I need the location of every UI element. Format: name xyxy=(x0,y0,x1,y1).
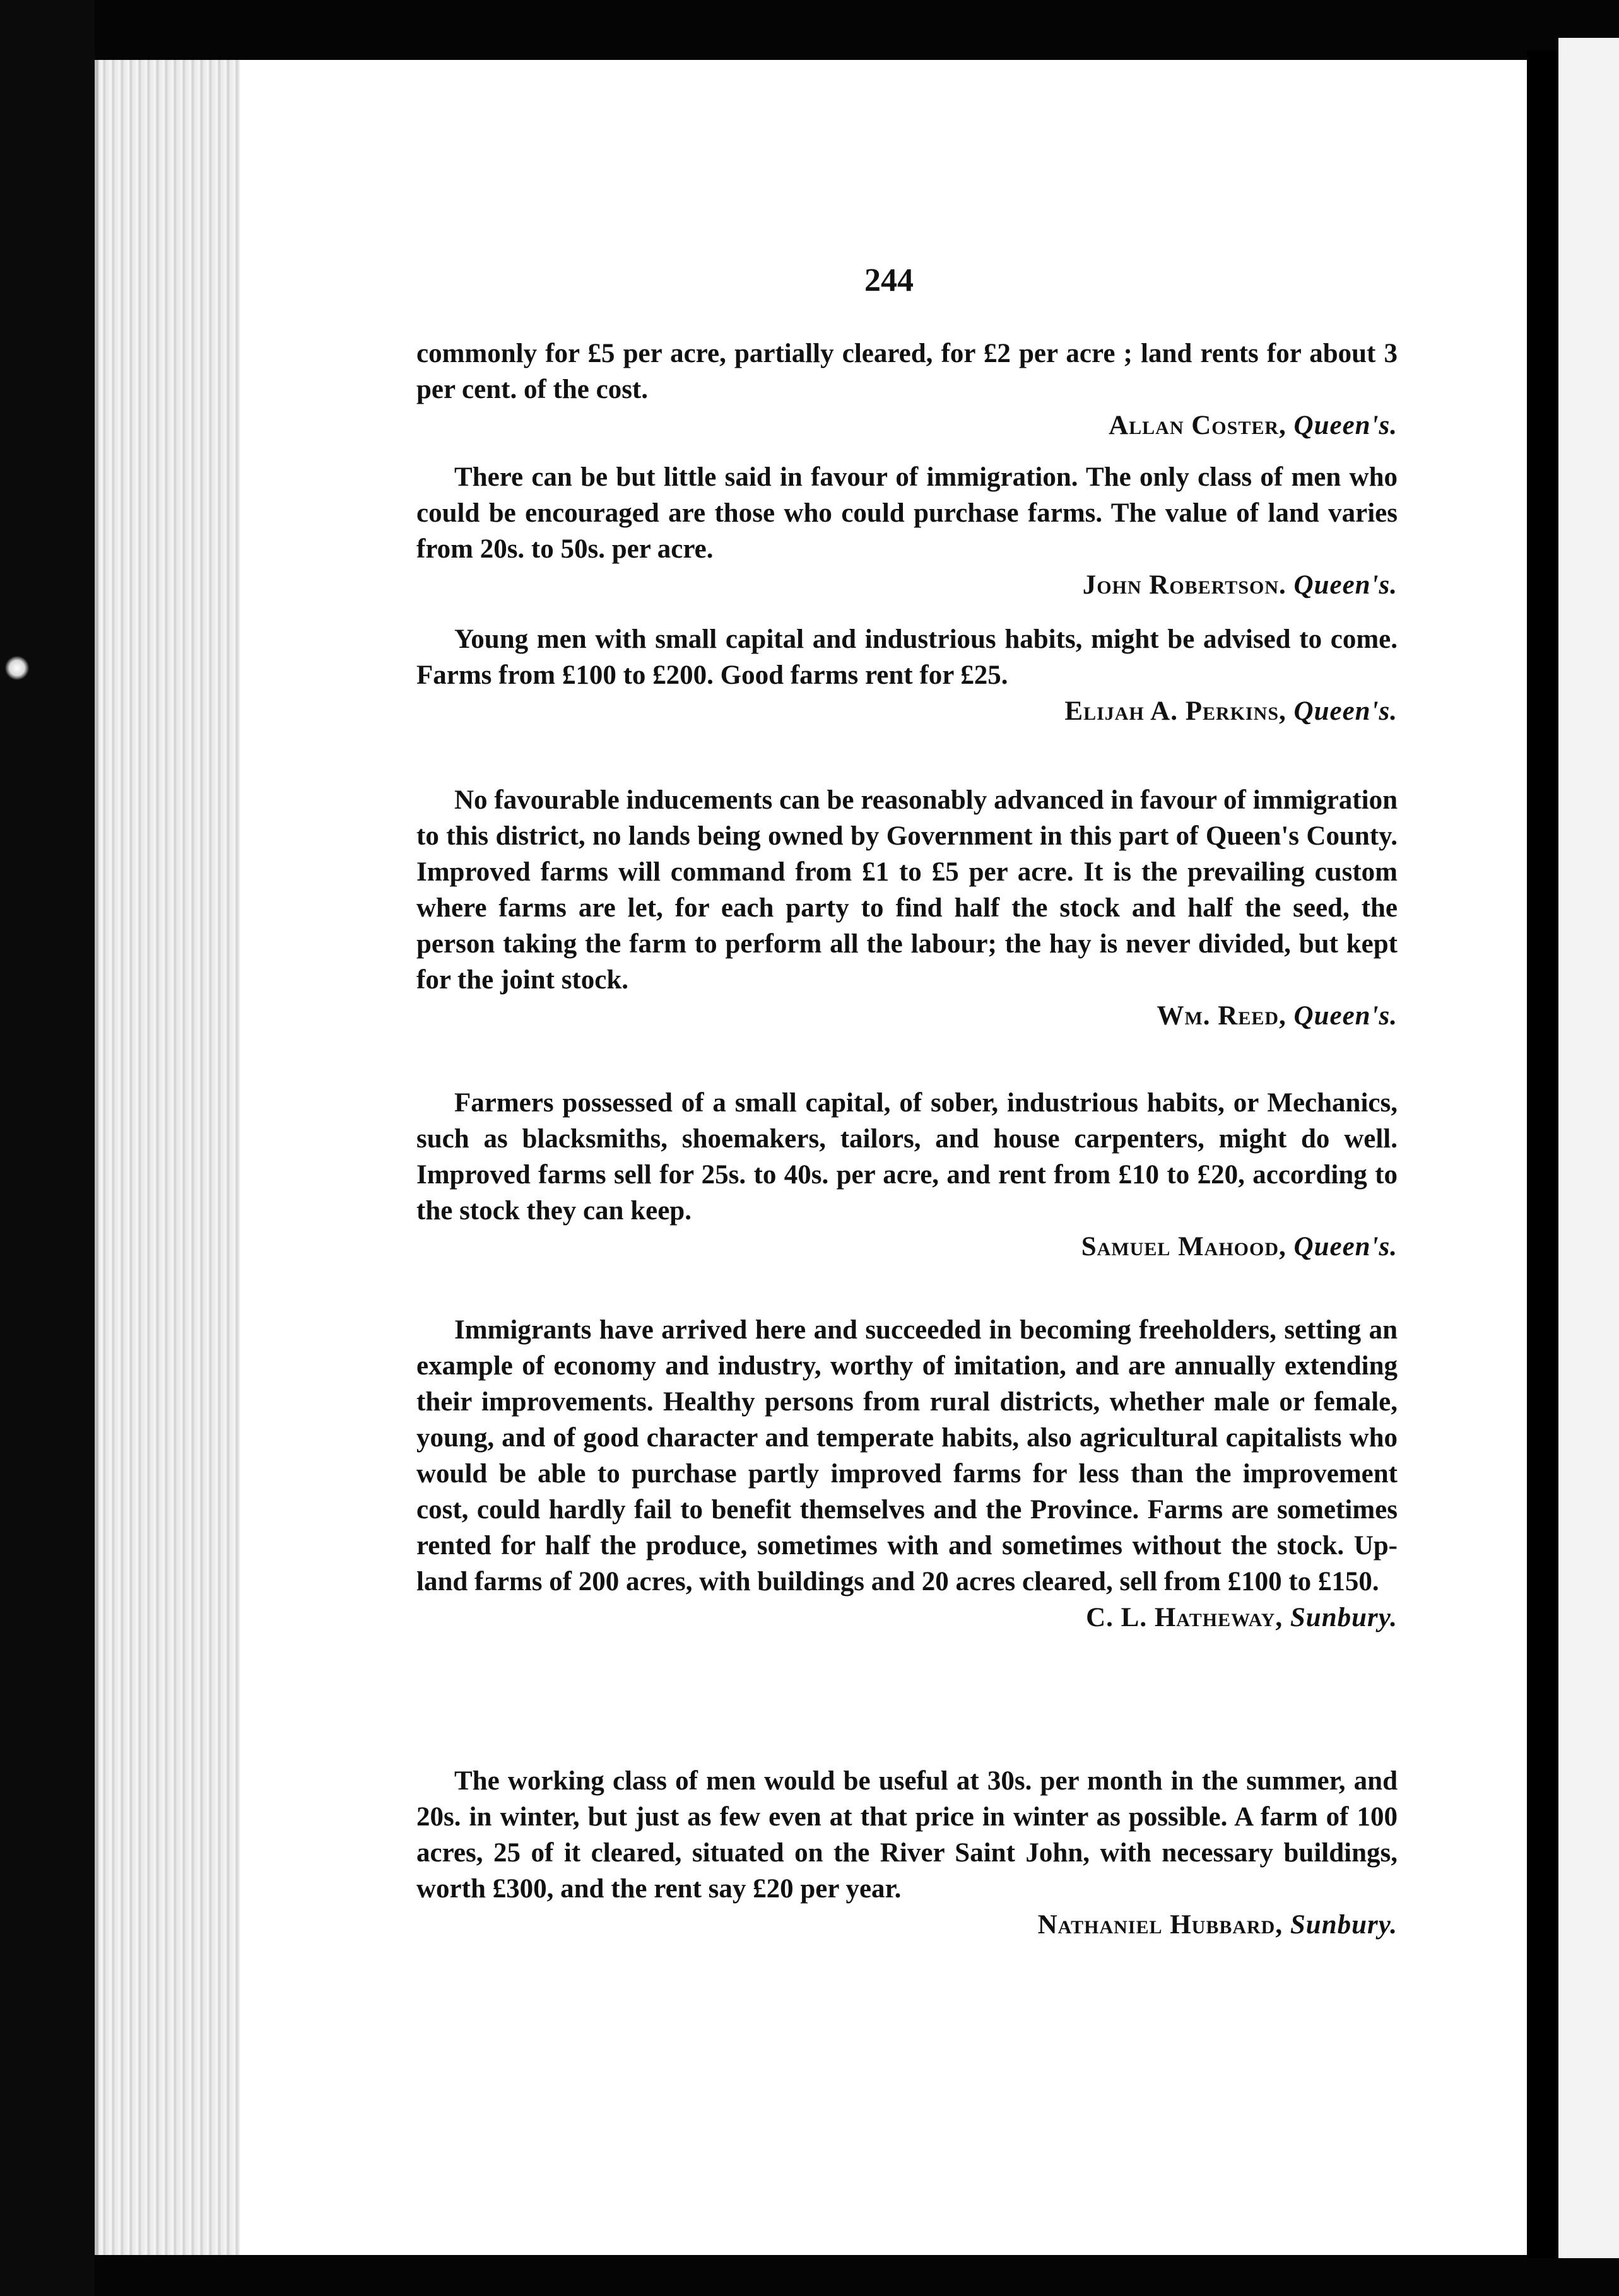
signature-place: Sunbury. xyxy=(1290,1910,1398,1940)
signature-name: C. L. Hatheway, xyxy=(1086,1603,1283,1632)
signature-place: Queen's. xyxy=(1293,696,1398,726)
entry-signature xyxy=(416,693,1398,729)
signature-place: Queen's. xyxy=(1293,1001,1398,1031)
signature-name: Samuel Mahood, xyxy=(1081,1232,1286,1262)
entry-text: The working class of men would be useful at 30s. per month in the summer, and 20s. in winter, but just as few even at that price in winter as possible. A farm of 100 acres, 25 of it cleared, situated on the River Saint John, with necessary buildings, worth £300, and the rent say £20 per year. xyxy=(416,1766,1398,1904)
entry-samuel-mahood xyxy=(416,1085,1398,1265)
entry-signature xyxy=(416,1229,1398,1265)
entry-signature xyxy=(416,1907,1398,1943)
page-number: 244 xyxy=(864,262,914,298)
signature-place: Sunbury. xyxy=(1290,1603,1398,1632)
entry-wm-reed xyxy=(416,782,1398,1034)
entry-cl-hatheway xyxy=(416,1312,1398,1636)
entry-signature xyxy=(416,407,1398,443)
scan-left-margin xyxy=(0,0,95,2296)
entry-text: Young men with small capital and industrious habits, might be advised to come. Farms from £100 to £200. Good farms rent for £25. xyxy=(416,624,1398,690)
entry-text: Farmers possessed of a small capital, of sober, industrious habits, or Mechanics, such as blacksmiths, shoemakers, tailors, and house carpenters, might do well. Improved farms sell for 25s. to 40s. per acre, and rent from £10 to £20, according to the stock they can keep. xyxy=(416,1088,1398,1226)
entry-text: No favourable inducements can be reasonably advanced in favour of immigration to this district, no lands being owned by Government in this part of Queen's County. Improved farms will command from £1 to £5 per acre. It is the prevailing custom where farms are let, for each party to find half the stock and half the seed, the person taking the farm to perform all the labour; the hay is never divided, but kept for the joint stock. xyxy=(416,785,1398,995)
signature-name: Nathaniel Hubbard, xyxy=(1037,1910,1283,1940)
entry-signature xyxy=(416,998,1398,1034)
entry-signature xyxy=(416,1600,1398,1636)
signature-place: Queen's. xyxy=(1293,570,1398,600)
entry-text: commonly for £5 per acre, partially cleared, for £2 per acre ; land rents for about 3 per cent. of the cost. xyxy=(416,339,1398,404)
entry-elijah-perkins xyxy=(416,621,1398,729)
entry-text: Immigrants have arrived here and succeeded in becoming freeholders, setting an example of economy and industry, worthy of imitation, and are annually extending their improvements. Healthy persons from rural districts, whether male or female, young, and of good character and temperate habits, also agricultural capitalists who would be able to purchase partly improved farms for less than the improvement cost, could hardly fail to benefit themselves and the Province. Farms are sometimes rented for half the produce, sometimes with and sometimes without the stock. Up-land farms of 200 acres, with buildings and 20 acres cleared, sell from £100 to £150. xyxy=(416,1315,1398,1596)
facing-page-edge xyxy=(1558,38,1619,2258)
signature-name: Elijah A. Perkins, xyxy=(1064,696,1286,726)
book-page-edges xyxy=(95,60,262,2255)
signature-name: John Robertson. xyxy=(1082,570,1286,600)
signature-name: Allan Coster, xyxy=(1109,411,1286,440)
entry-nathaniel-hubbard xyxy=(416,1763,1398,1943)
scan-speck xyxy=(5,656,29,680)
entry-john-robertson xyxy=(416,459,1398,603)
book-gutter-shadow xyxy=(1527,50,1558,2258)
signature-name: Wm. Reed, xyxy=(1157,1001,1286,1031)
entry-allan-coster xyxy=(416,336,1398,443)
entry-signature xyxy=(416,567,1398,603)
entry-text: There can be but little said in favour of immigration. The only class of men who could be encouraged are those who could purchase farms. The value of land varies from 20s. to 50s. per acre. xyxy=(416,462,1398,564)
signature-place: Queen's. xyxy=(1293,411,1398,440)
signature-place: Queen's. xyxy=(1293,1232,1398,1262)
